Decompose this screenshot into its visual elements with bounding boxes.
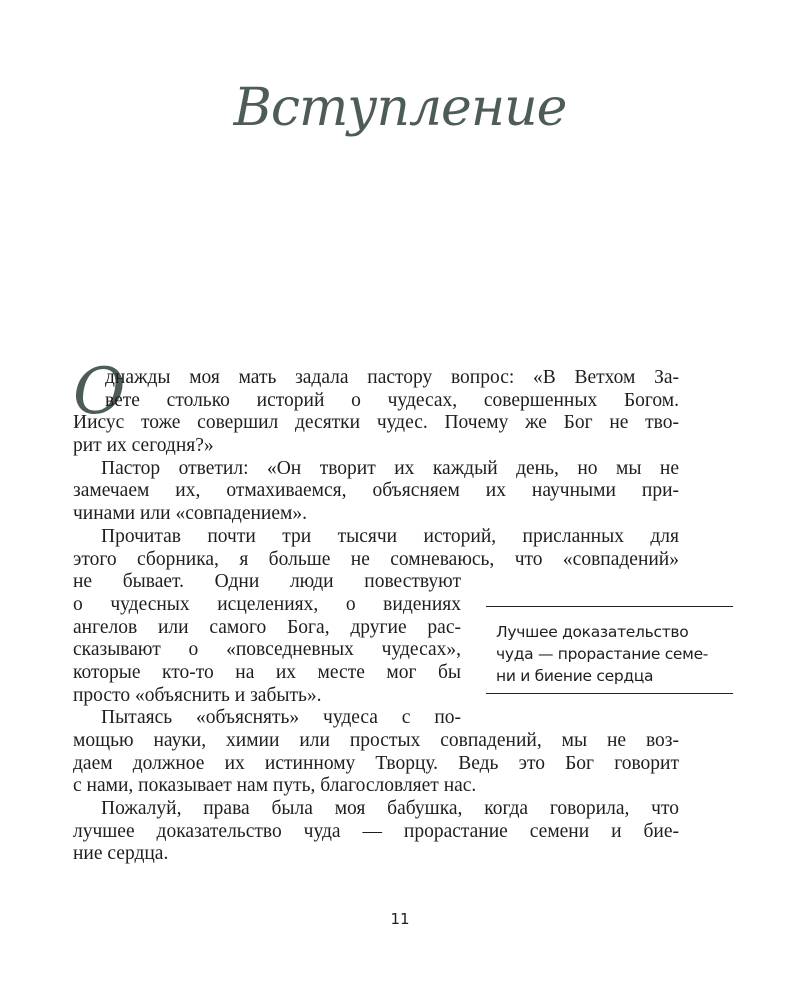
- text-line: даем должное их истинному Творцу. Ведь это Бог говорит: [73, 752, 679, 774]
- text-line: Прочитав почти три тысячи историй, присланных для: [101, 525, 679, 547]
- pull-quote: [486, 606, 733, 694]
- text-line: не бывает. Одни люди повествуют: [73, 571, 461, 593]
- chapter-title: Вступление: [233, 78, 567, 138]
- text-line: сказывают о «повседневных чудесах»,: [73, 639, 461, 661]
- text-line: чинами или «совпадением».: [73, 503, 307, 525]
- text-line: вете столько историй о чудесах, совершенных Богом.: [105, 389, 679, 411]
- pull-quote-line: чуда — прорастание семе-: [496, 645, 709, 663]
- text-line: просто «объяснить и забыть».: [73, 684, 322, 706]
- text-line: Иисус тоже совершил десятки чудес. Почему же Бог не тво-: [73, 412, 679, 434]
- text-line: лучшее доказательство чуда — прорастание семени и бие-: [73, 820, 679, 842]
- text-line: рит их сегодня?»: [73, 435, 214, 457]
- text-line: ангелов или самого Бога, другие рас-: [73, 616, 461, 638]
- text-line: Пытаясь «объяснять» чудеса с по-: [101, 707, 461, 729]
- pull-quote-line: ни и биение сердца: [496, 667, 654, 685]
- text-line: ние сердца.: [73, 843, 169, 865]
- text-line: Пастор ответил: «Он творит их каждый день, но мы не: [101, 457, 679, 479]
- text-line: мощью науки, химии или простых совпадений, мы не воз-: [73, 730, 679, 751]
- page-number: 11: [390, 910, 410, 928]
- pull-quote-line: Лучшее доказательство: [496, 623, 689, 641]
- text-line: о чудесных исцелениях, о видениях: [73, 593, 461, 615]
- drop-cap-letter: О: [73, 355, 126, 429]
- text-line: которые кто-то на их месте мог бы: [73, 661, 461, 683]
- text-line: днажды моя мать задала пастору вопрос: «В Ветхом За-: [105, 367, 679, 388]
- text-line: этого сборника, я больше не сомневаюсь, что «совпадений»: [73, 548, 679, 570]
- text-line: замечаем их, отмахиваемся, объясняем их научными при-: [73, 480, 679, 502]
- text-line: Пожалуй, права была моя бабушка, когда говорила, что: [101, 798, 679, 820]
- text-line: с нами, показывает нам путь, благословляет нас.: [73, 775, 477, 797]
- pull-quote-text: [496, 621, 728, 687]
